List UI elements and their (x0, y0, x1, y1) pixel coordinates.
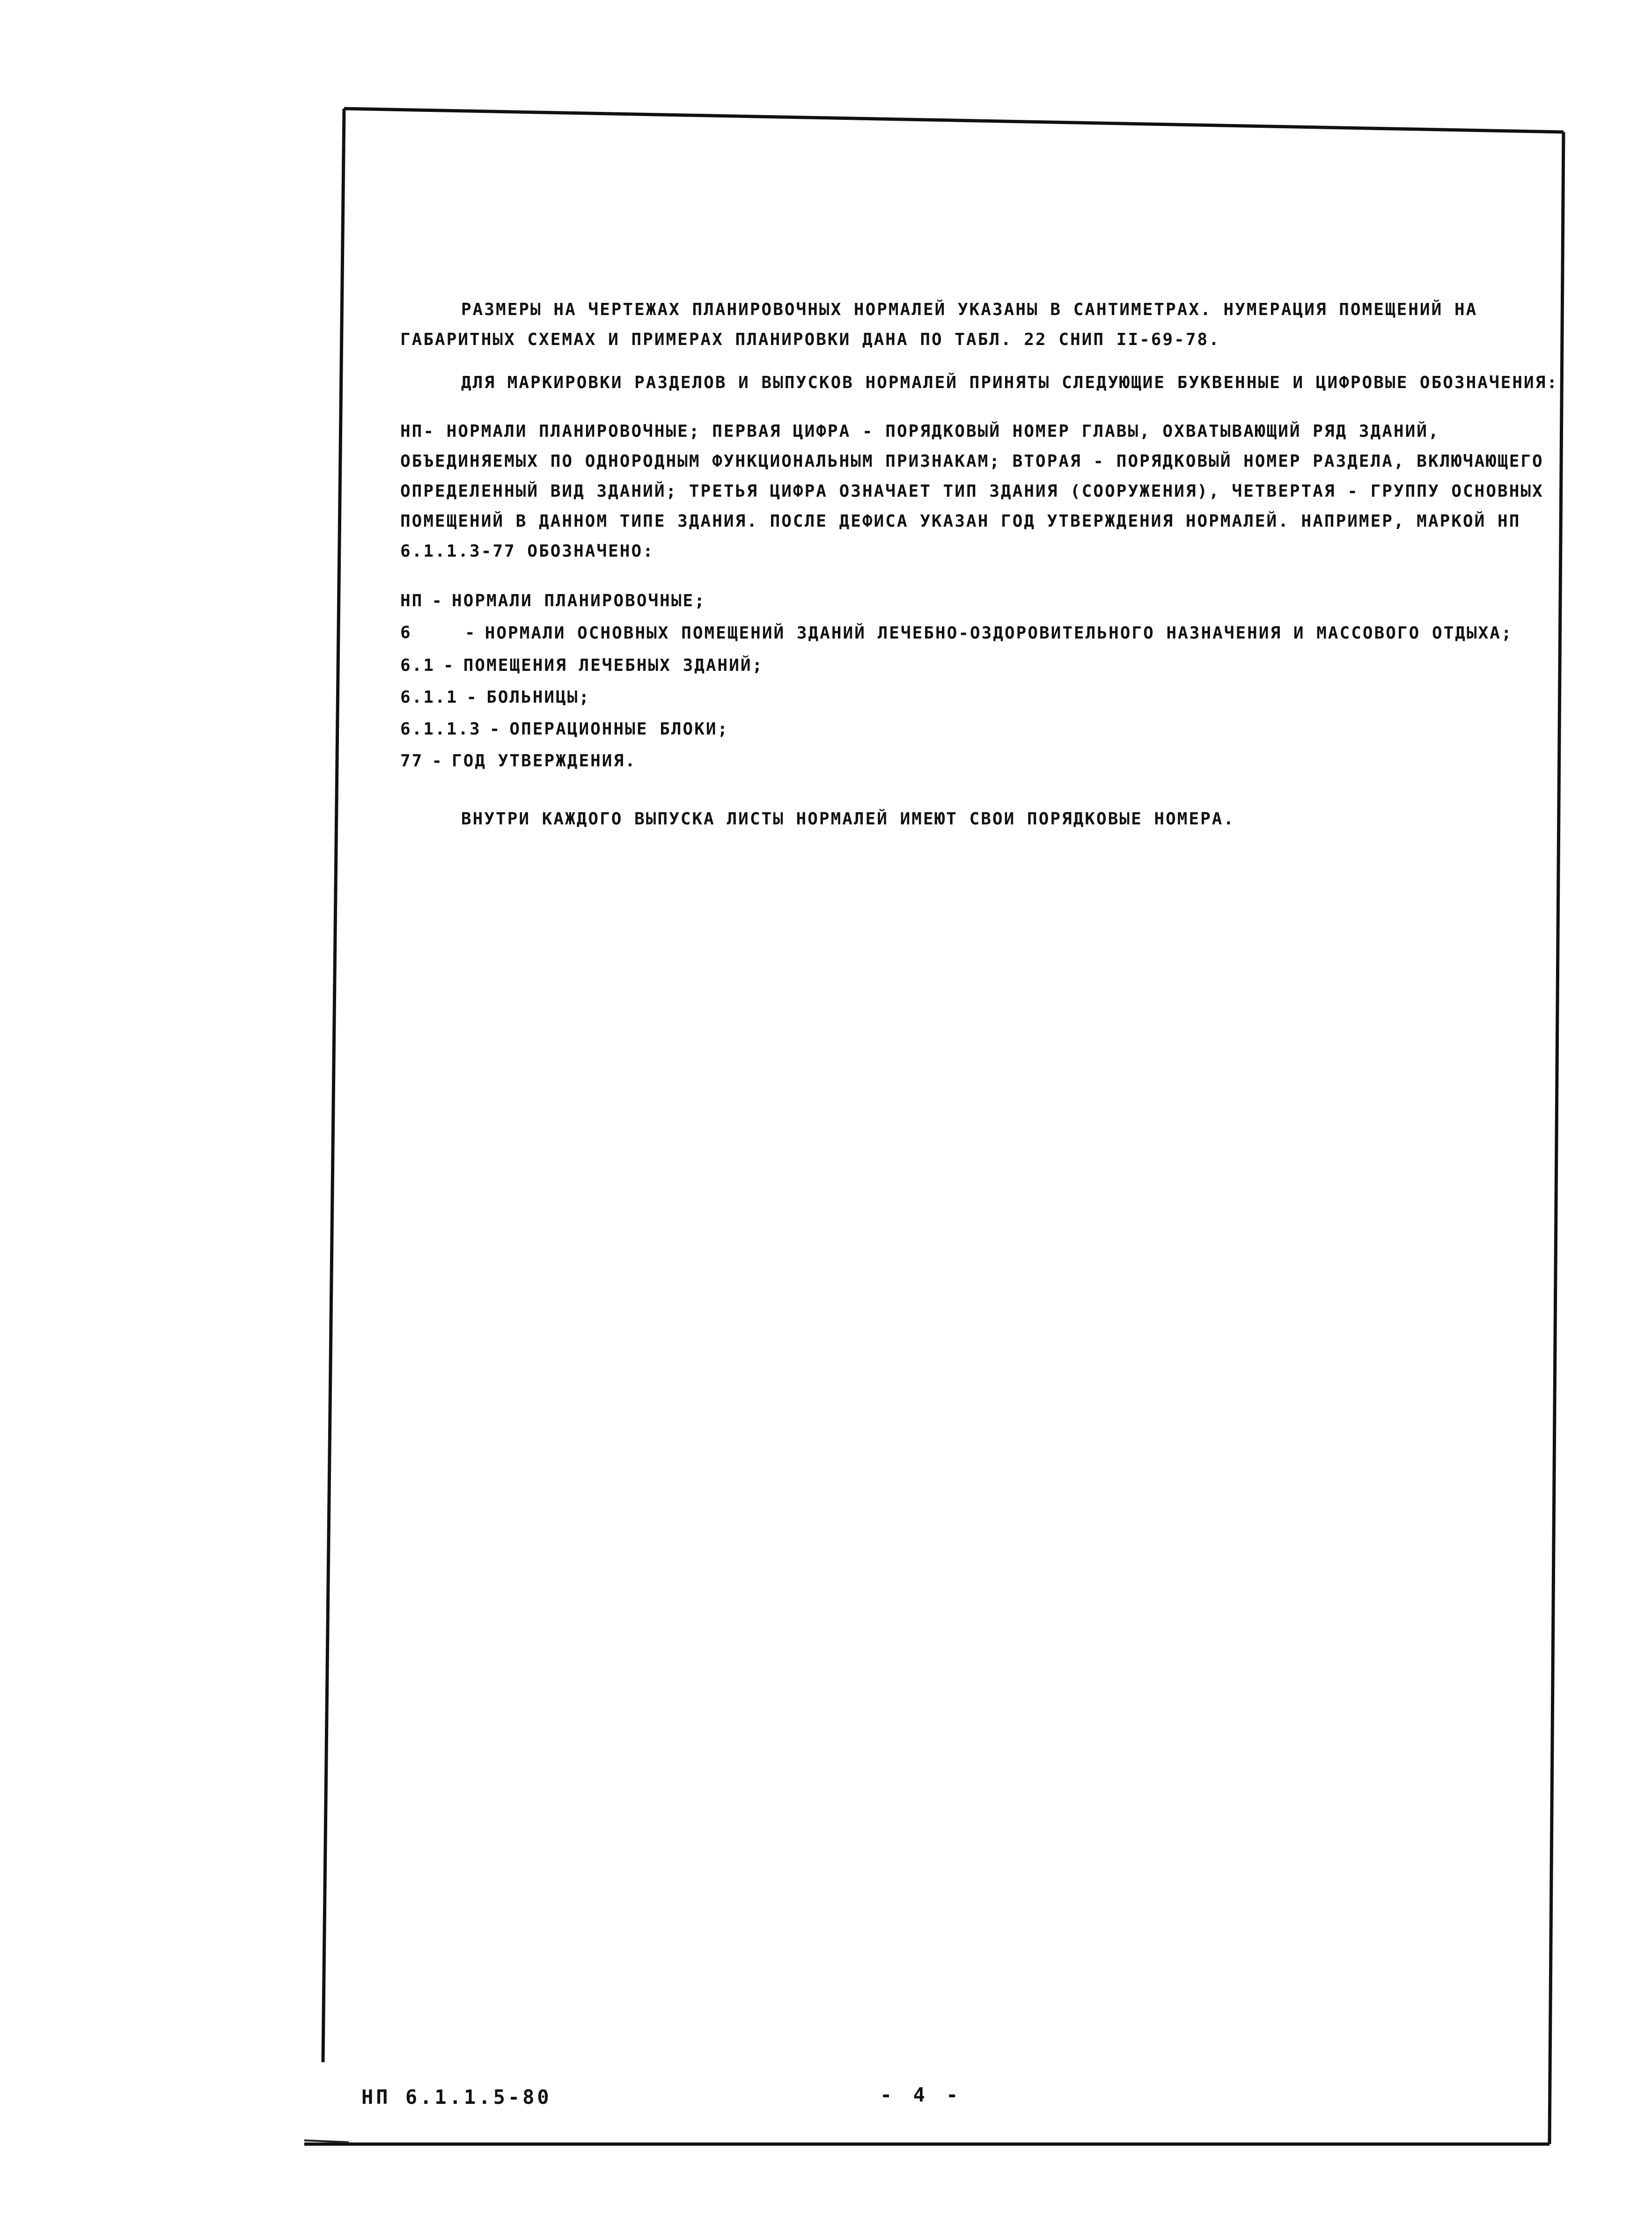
legend-item-code: 6.1 (400, 656, 435, 675)
legend-item (400, 745, 1561, 777)
legend-item (400, 585, 1561, 617)
paragraph-sheet-numbering: ВНУТРИ КАЖДОГО ВЫПУСКА ЛИСТЫ НОРМАЛЕЙ ИМЕЮТ СВОИ ПОРЯДКОВЫЕ НОМЕРА. (461, 809, 1235, 829)
legend-item-text: НОРМАЛИ ОСНОВНЫХ ПОМЕЩЕНИЙ ЗДАНИЙ ЛЕЧЕБНО-ОЗДОРОВИТЕЛЬНОГО НАЗНАЧЕНИЯ И МАССОВОГО ОТДЫХА; (485, 624, 1513, 643)
document-body (400, 295, 1561, 847)
legend-item-code: 6.1.1.3 (400, 720, 481, 739)
legend-item-dash: - (465, 623, 477, 642)
paragraph-np-definition: НП- НОРМАЛИ ПЛАНИРОВОЧНЫЕ; ПЕРВАЯ ЦИФРА - ПОРЯДКОВЫЙ НОМЕР ГЛАВЫ, ОХВАТЫВАЮЩИЙ РЯД ЗДАНИЙ, ОБЪЕДИНЯЕМЫХ ПО ОДНОРОДНЫМ ФУНКЦИОНАЛЬНЫМ ПРИЗНАКАМ; ВТОРАЯ - ПОРЯДКОВЫЙ НОМЕР РАЗДЕЛА, ВКЛЮЧАЮЩЕГО ОПРЕДЕЛЕННЫЙ ВИД ЗДАНИЙ; ТРЕТЬЯ ЦИФРА ОЗНАЧАЕТ ТИП ЗДАНИЯ (СООРУЖЕНИЯ), ЧЕТВЕРТАЯ - ГРУППУ ОСНОВНЫХ ПОМЕЩЕНИЙ В ДАННОМ ТИПЕ ЗДАНИЯ. ПОСЛЕ ДЕФИСА УКАЗАН ГОД УТВЕРЖДЕНИЯ НОРМАЛЕЙ. НАПРИМЕР, МАРКОЙ НП 6.1.1.3-77 ОБОЗНАЧЕНО: (400, 422, 1544, 561)
legend-item-code: НП (400, 591, 424, 610)
legend-item-dash: - (443, 656, 455, 675)
legend-item-text: БОЛЬНИЦЫ; (486, 688, 591, 707)
legend-item-dash: - (432, 591, 444, 610)
legend-item-code: 6.1.1 (400, 688, 458, 707)
legend-item-text: ГОД УТВЕРЖДЕНИЯ. (452, 751, 637, 771)
frame-left-line (323, 109, 344, 2062)
paragraph-marking-intro: ДЛЯ МАРКИРОВКИ РАЗДЕЛОВ И ВЫПУСКОВ НОРМАЛЕЙ ПРИНЯТЫ СЛЕДУЮЩИЕ БУКВЕННЫЕ И ЦИФРОВЫЕ ОБОЗНАЧЕНИЯ: (461, 373, 1559, 392)
legend-item-text: НОРМАЛИ ПЛАНИРОВОЧНЫЕ; (452, 591, 706, 610)
legend-item (400, 713, 1561, 745)
legend-item-text: ОПЕРАЦИОННЫЕ БЛОКИ; (509, 720, 729, 739)
frame-top-line (344, 109, 1564, 132)
legend-item-code: 77 (400, 751, 424, 771)
legend-item-text: ПОМЕЩЕНИЯ ЛЕЧЕБНЫХ ЗДАНИЙ; (463, 656, 764, 675)
legend-item (400, 682, 1561, 713)
legend-item-code: 6 (400, 623, 412, 642)
legend-item-dash: - (432, 751, 444, 771)
legend-item (400, 650, 1561, 682)
frame-corner-tick (304, 2140, 349, 2142)
page-number: - 4 - (880, 2083, 963, 2106)
document-code: НП 6.1.1.5-80 (361, 2086, 552, 2109)
legend-item-dash: - (489, 720, 501, 739)
legend-item-dash: - (466, 688, 478, 707)
paragraph-dimensions-note: РАЗМЕРЫ НА ЧЕРТЕЖАХ ПЛАНИРОВОЧНЫХ НОРМАЛЕЙ УКАЗАНЫ В САНТИМЕТРАХ. НУМЕРАЦИЯ ПОМЕЩЕНИЙ НА ГАБАРИТНЫХ СХЕМАХ И ПРИМЕРАХ ПЛАНИРОВКИ ДАНА ПО ТАБЛ. 22 СНИП II-69-78. (400, 300, 1478, 349)
marking-legend-list (400, 585, 1561, 777)
legend-item (400, 617, 1561, 650)
